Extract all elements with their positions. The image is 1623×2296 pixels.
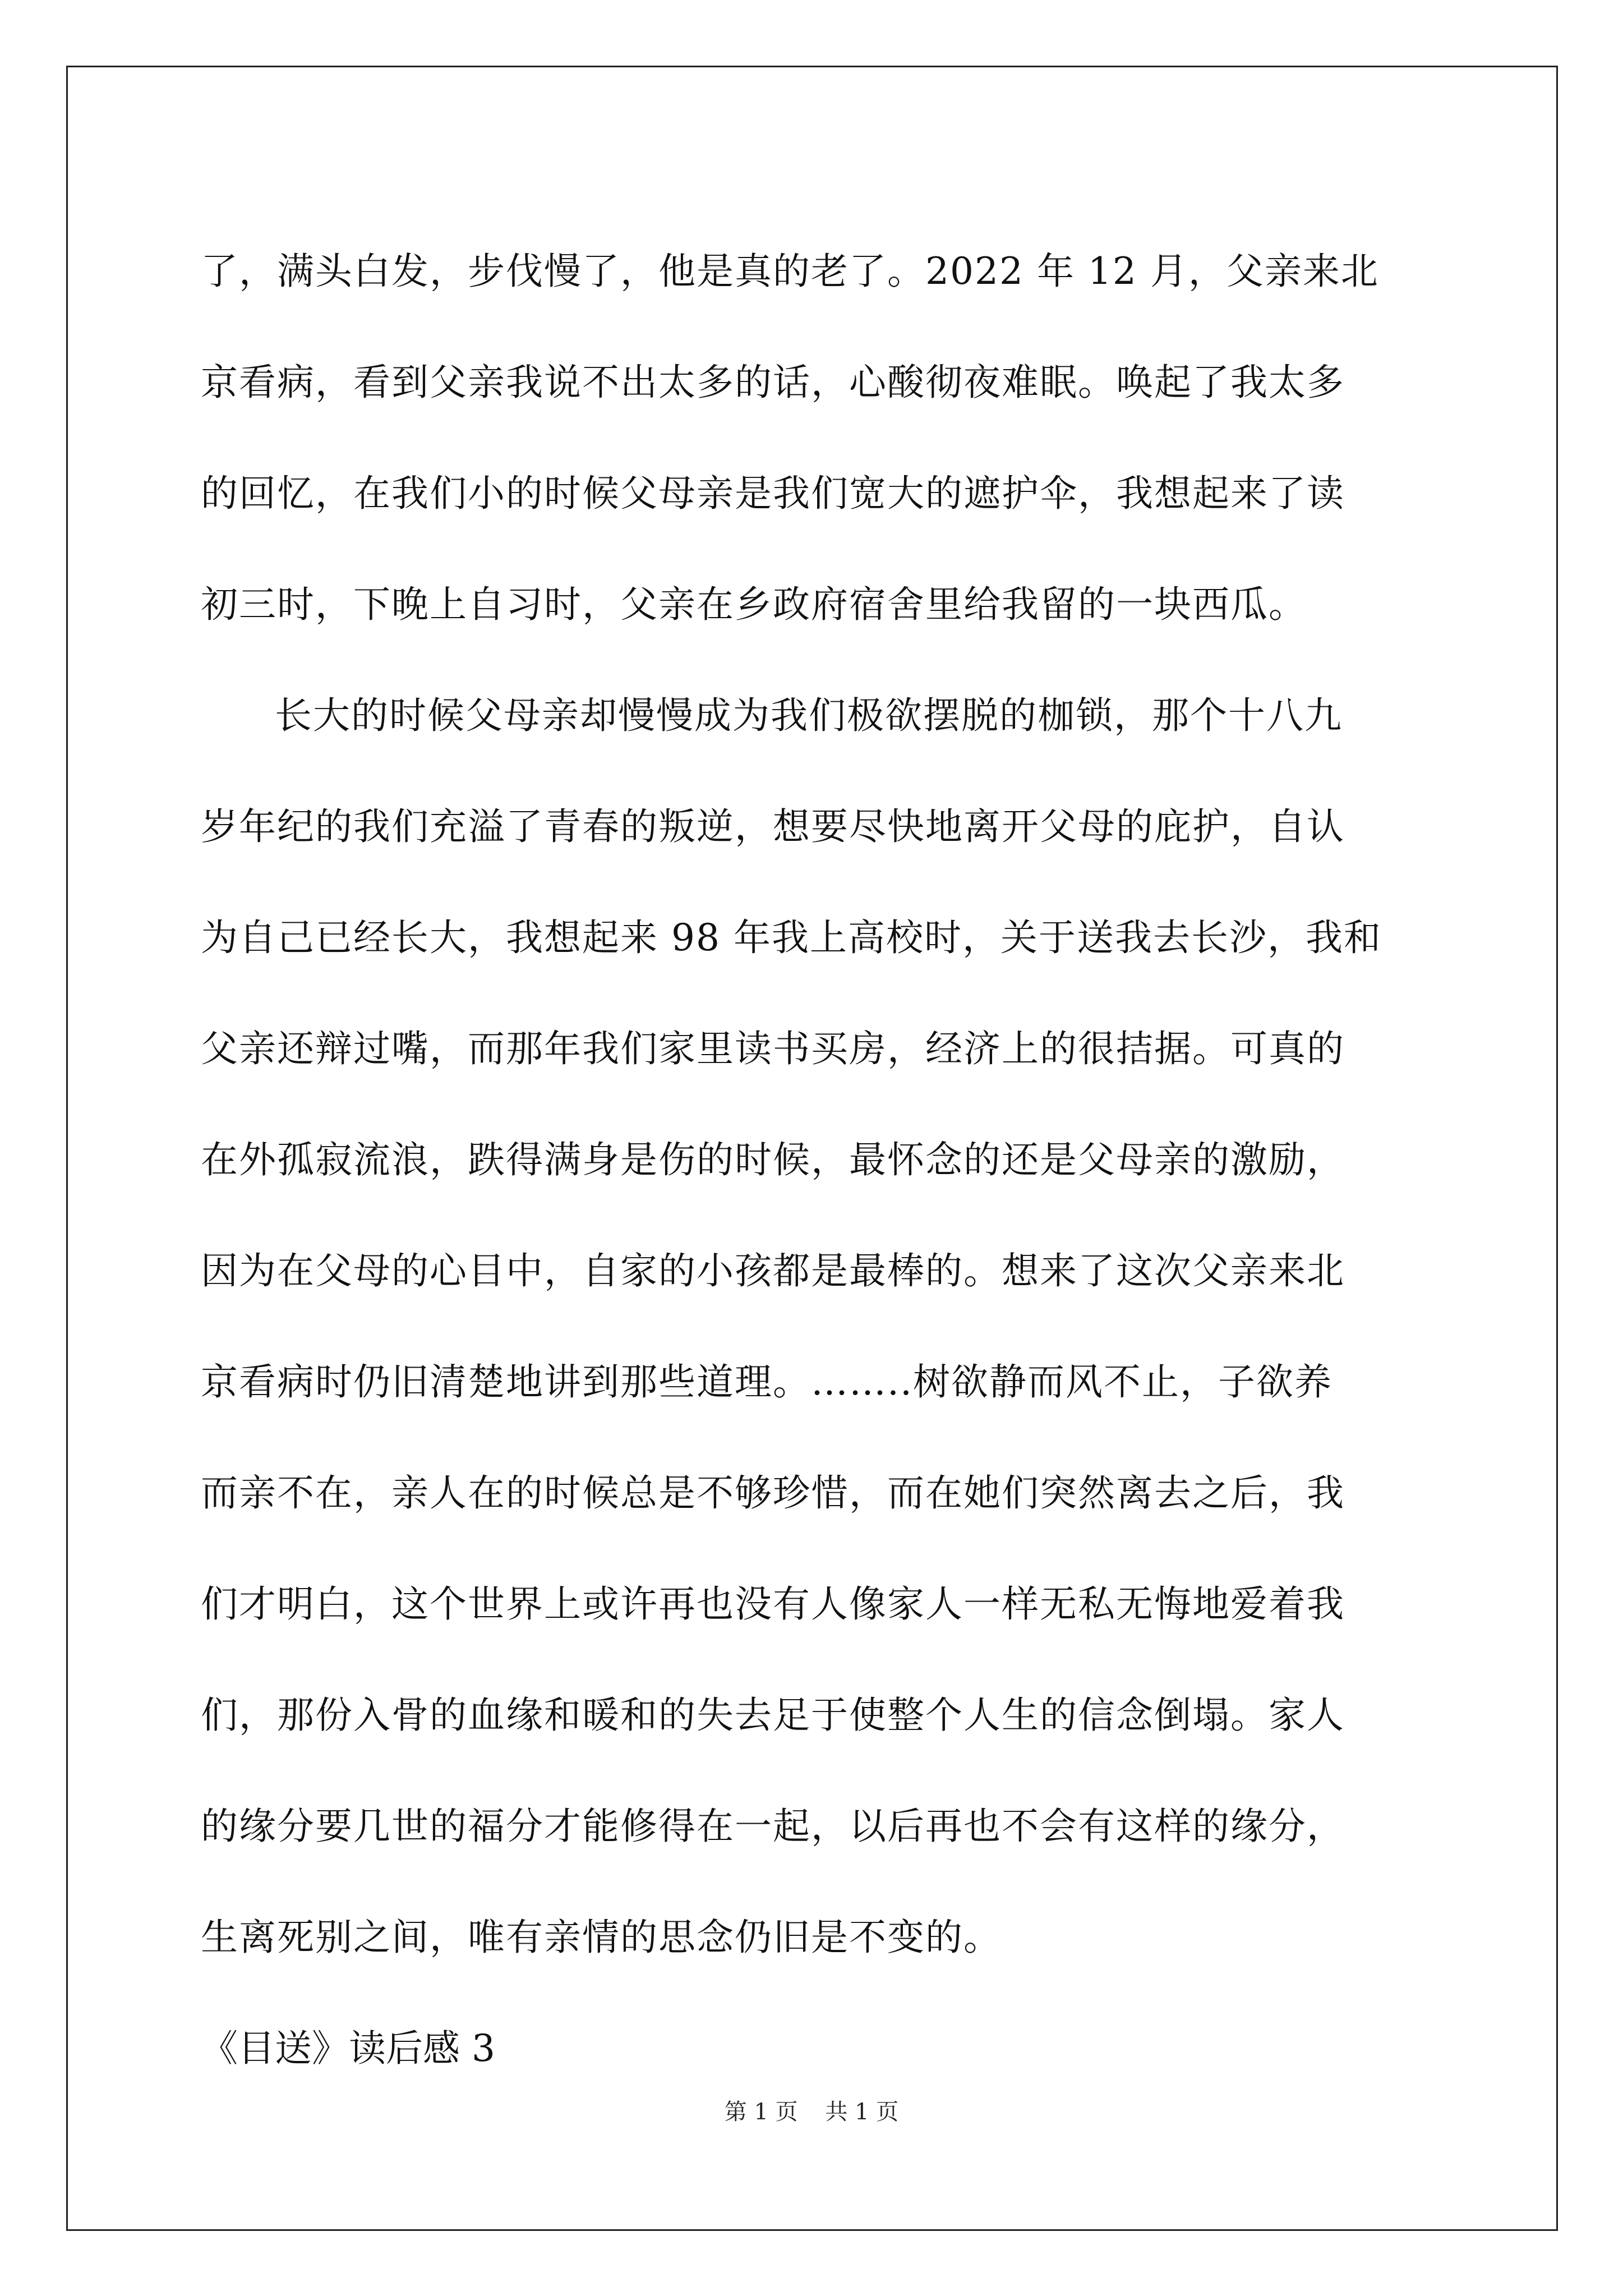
paragraph-1	[201, 216, 1435, 660]
text-line: 生离死别之间，唯有亲情的思念仍旧是不变的。	[201, 1916, 1002, 1959]
text-line: 为自己已经长大，我想起来 98 年我上高校时，关于送我去长沙，我和	[201, 916, 1382, 959]
text-line: 岁年纪的我们充溢了青春的叛逆，想要尽快地离开父母的庇护，自认	[201, 805, 1345, 848]
page-total: 共 1 页	[825, 2099, 899, 2125]
text-line: 京看病时仍旧清楚地讲到那些道理。……..树欲静而风不止，子欲养	[201, 1360, 1332, 1404]
text-line: 在外孤寂流浪，跌得满身是伤的时候，最怀念的还是父母亲的激励，	[201, 1138, 1345, 1181]
text-line: 们才明白，这个世界上或许再也没有人像家人一样无私无悔地爱着我	[201, 1582, 1345, 1626]
paragraph-2	[201, 660, 1435, 1993]
text-line: 们，那份入骨的血缘和暖和的失去足于使整个人生的信念倒塌。家人	[201, 1694, 1345, 1737]
section-heading: 《目送》读后感 3	[201, 2027, 495, 2070]
text-line: 父亲还辩过嘴，而那年我们家里读书买房，经济上的很拮据。可真的	[201, 1027, 1345, 1070]
text-line: 的缘分要几世的福分才能修得在一起，以后再也不会有这样的缘分，	[201, 1805, 1345, 1848]
document-body	[201, 216, 1435, 2104]
page-number: 第 1 页	[724, 2099, 798, 2125]
text-line: 因为在父母的心目中，自家的小孩都是最棒的。想来了这次父亲来北	[201, 1249, 1345, 1292]
text-line: 京看病，看到父亲我说不出太多的话，心酸彻夜难眠。唤起了我太多	[201, 361, 1345, 404]
text-line: 而亲不在，亲人在的时候总是不够珍惜，而在她们突然离去之后，我	[201, 1471, 1345, 1515]
text-line: 初三时，下晚上自习时，父亲在乡政府宿舍里给我留的一块西瓜。	[201, 583, 1307, 626]
text-line: 的回忆，在我们小的时候父母亲是我们宽大的遮护伞，我想起来了读	[201, 472, 1345, 515]
text-line: 长大的时候父母亲却慢慢成为我们极欲摆脱的枷锁，那个十八九	[275, 694, 1343, 737]
text-line: 了，满头白发，步伐慢了，他是真的老了。2022 年 12 月，父亲来北	[201, 250, 1379, 293]
page-footer	[0, 2095, 1623, 2129]
